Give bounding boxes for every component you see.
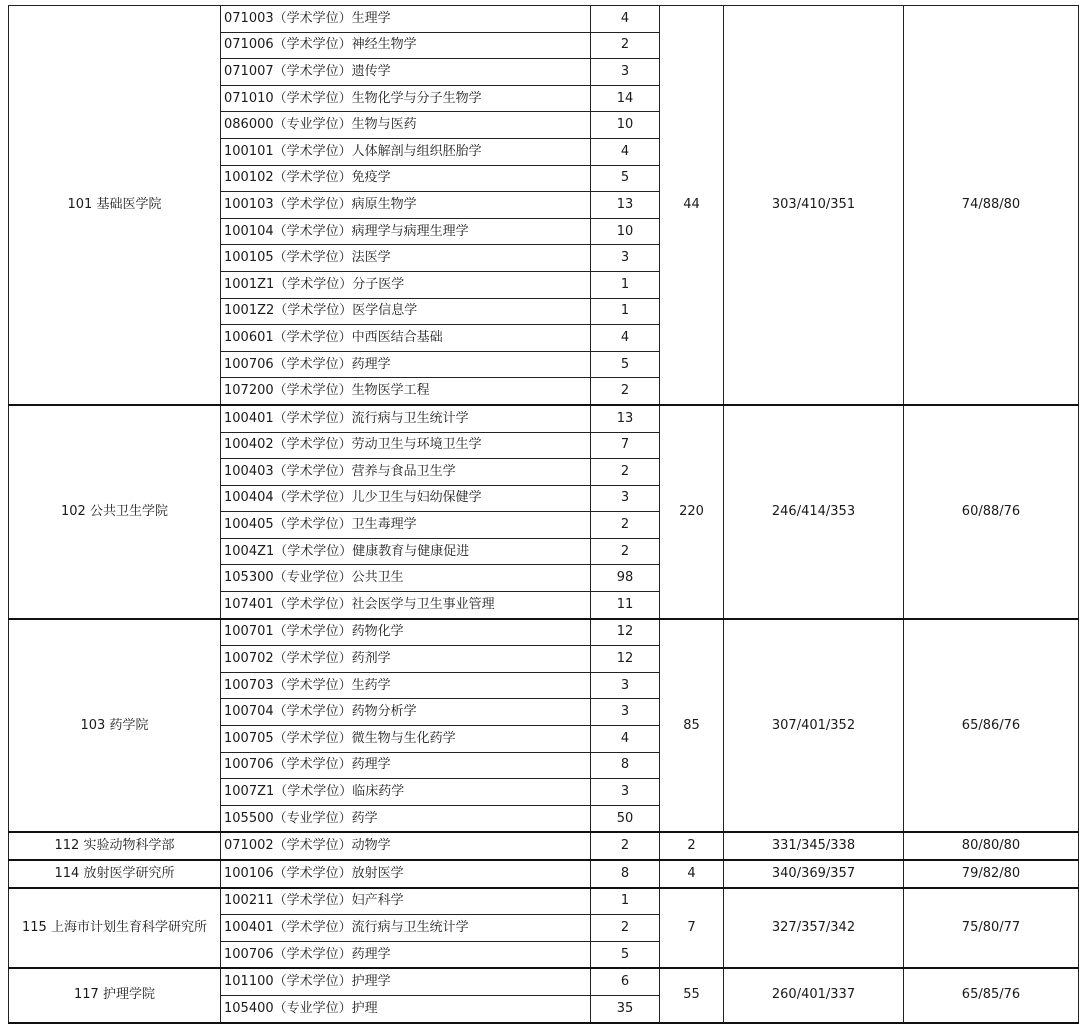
total-cell: 7 (660, 888, 724, 969)
table-row (9, 832, 1079, 860)
quota-count-cell: 4 (591, 325, 660, 352)
quota-count-cell: 2 (591, 538, 660, 565)
major-cell: 100404（学术学位）儿少卫生与妇幼保健学 (221, 485, 591, 512)
major-cell: 100702（学术学位）药剂学 (221, 646, 591, 673)
quota-count-cell: 11 (591, 592, 660, 619)
quota-count-cell: 2 (591, 459, 660, 486)
major-cell: 071010（学术学位）生物化学与分子生物学 (221, 85, 591, 112)
major-cell: 100401（学术学位）流行病与卫生统计学 (221, 915, 591, 942)
quota-count-cell: 3 (591, 485, 660, 512)
quota-count-cell: 4 (591, 6, 660, 33)
table-row (9, 405, 1079, 432)
quota-count-cell: 13 (591, 192, 660, 219)
quota-count-cell: 35 (591, 995, 660, 1022)
department-cell: 117 护理学院 (9, 968, 221, 1022)
major-cell: 105400（专业学位）护理 (221, 995, 591, 1022)
subject-range-cell: 75/80/77 (904, 888, 1079, 969)
quota-count-cell: 4 (591, 138, 660, 165)
major-cell: 100704（学术学位）药物分析学 (221, 699, 591, 726)
major-cell: 100106（学术学位）放射医学 (221, 860, 591, 888)
major-cell: 100104（学术学位）病理学与病理生理学 (221, 218, 591, 245)
quota-count-cell: 7 (591, 432, 660, 459)
quota-count-cell: 14 (591, 85, 660, 112)
total-cell: 2 (660, 832, 724, 860)
quota-count-cell: 3 (591, 245, 660, 272)
table-row (9, 888, 1079, 915)
subject-range-cell: 74/88/80 (904, 6, 1079, 405)
major-cell: 100401（学术学位）流行病与卫生统计学 (221, 405, 591, 432)
table-row (9, 619, 1079, 646)
table-row (9, 6, 1079, 33)
major-cell: 107401（学术学位）社会医学与卫生事业管理 (221, 592, 591, 619)
major-cell: 100703（学术学位）生药学 (221, 672, 591, 699)
major-cell: 071006（学术学位）神经生物学 (221, 32, 591, 59)
quota-count-cell: 1 (591, 271, 660, 298)
quota-count-cell: 2 (591, 832, 660, 860)
major-cell: 100405（学术学位）卫生毒理学 (221, 512, 591, 539)
quota-count-cell: 50 (591, 805, 660, 832)
total-cell: 55 (660, 968, 724, 1022)
major-cell: 100105（学术学位）法医学 (221, 245, 591, 272)
major-cell: 1001Z1（学术学位）分子医学 (221, 271, 591, 298)
major-cell: 086000（专业学位）生物与医药 (221, 112, 591, 139)
subject-range-cell: 79/82/80 (904, 860, 1079, 888)
major-cell: 100102（学术学位）免疫学 (221, 165, 591, 192)
major-cell: 100403（学术学位）营养与食品卫生学 (221, 459, 591, 486)
major-cell: 100101（学术学位）人体解剖与组织胚胎学 (221, 138, 591, 165)
major-cell: 101100（学术学位）护理学 (221, 968, 591, 995)
quota-count-cell: 8 (591, 860, 660, 888)
score-range-cell: 327/357/342 (724, 888, 904, 969)
table-row (9, 860, 1079, 888)
major-cell: 100601（学术学位）中西医结合基础 (221, 325, 591, 352)
quota-count-cell: 10 (591, 112, 660, 139)
major-cell: 107200（学术学位）生物医学工程 (221, 378, 591, 405)
table-body (9, 6, 1079, 1023)
department-cell: 114 放射医学研究所 (9, 860, 221, 888)
quota-count-cell: 3 (591, 59, 660, 86)
department-cell: 112 实验动物科学部 (9, 832, 221, 860)
quota-count-cell: 12 (591, 619, 660, 646)
major-cell: 100705（学术学位）微生物与生化药学 (221, 726, 591, 753)
major-cell: 105300（专业学位）公共卫生 (221, 565, 591, 592)
major-cell: 1004Z1（学术学位）健康教育与健康促进 (221, 538, 591, 565)
major-cell: 071003（学术学位）生理学 (221, 6, 591, 33)
quota-count-cell: 4 (591, 726, 660, 753)
total-cell: 4 (660, 860, 724, 888)
quota-count-cell: 12 (591, 646, 660, 673)
major-cell: 100701（学术学位）药物化学 (221, 619, 591, 646)
subject-range-cell: 80/80/80 (904, 832, 1079, 860)
department-cell: 115 上海市计划生育科学研究所 (9, 888, 221, 969)
score-range-cell: 340/369/357 (724, 860, 904, 888)
major-cell: 100103（学术学位）病原生物学 (221, 192, 591, 219)
subject-range-cell: 65/85/76 (904, 968, 1079, 1022)
quota-count-cell: 3 (591, 672, 660, 699)
quota-count-cell: 8 (591, 752, 660, 779)
major-cell: 105500（专业学位）药学 (221, 805, 591, 832)
quota-count-cell: 3 (591, 699, 660, 726)
quota-count-cell: 5 (591, 351, 660, 378)
score-range-cell: 246/414/353 (724, 405, 904, 619)
major-cell: 100706（学术学位）药理学 (221, 351, 591, 378)
quota-count-cell: 2 (591, 512, 660, 539)
department-cell: 103 药学院 (9, 619, 221, 833)
quota-count-cell: 1 (591, 298, 660, 325)
total-cell: 220 (660, 405, 724, 619)
major-cell: 100706（学术学位）药理学 (221, 941, 591, 968)
subject-range-cell: 60/88/76 (904, 405, 1079, 619)
major-cell: 100706（学术学位）药理学 (221, 752, 591, 779)
quota-count-cell: 5 (591, 165, 660, 192)
major-cell: 1007Z1（学术学位）临床药学 (221, 779, 591, 806)
score-range-cell: 260/401/337 (724, 968, 904, 1022)
score-range-cell: 303/410/351 (724, 6, 904, 405)
quota-count-cell: 10 (591, 218, 660, 245)
score-range-cell: 331/345/338 (724, 832, 904, 860)
major-cell: 071007（学术学位）遗传学 (221, 59, 591, 86)
quota-count-cell: 2 (591, 915, 660, 942)
quota-count-cell: 3 (591, 779, 660, 806)
quota-count-cell: 2 (591, 378, 660, 405)
quota-count-cell: 2 (591, 32, 660, 59)
quota-count-cell: 6 (591, 968, 660, 995)
department-cell: 101 基础医学院 (9, 6, 221, 405)
quota-count-cell: 98 (591, 565, 660, 592)
subject-range-cell: 65/86/76 (904, 619, 1079, 833)
total-cell: 44 (660, 6, 724, 405)
major-cell: 100402（学术学位）劳动卫生与环境卫生学 (221, 432, 591, 459)
table-row (9, 968, 1079, 995)
quota-count-cell: 13 (591, 405, 660, 432)
score-range-cell: 307/401/352 (724, 619, 904, 833)
major-cell: 071002（学术学位）动物学 (221, 832, 591, 860)
quota-count-cell: 5 (591, 941, 660, 968)
department-cell: 102 公共卫生学院 (9, 405, 221, 619)
admission-table (8, 5, 1079, 1024)
major-cell: 100211（学术学位）妇产科学 (221, 888, 591, 915)
total-cell: 85 (660, 619, 724, 833)
major-cell: 1001Z2（学术学位）医学信息学 (221, 298, 591, 325)
quota-count-cell: 1 (591, 888, 660, 915)
